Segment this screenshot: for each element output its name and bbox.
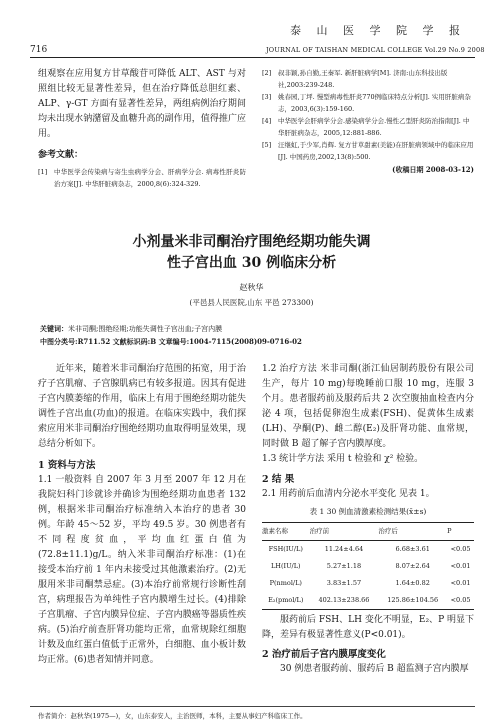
author-footnote: 作者简介：赵秋华(1975—)，女，山东泰安人，主治医师，本科，主要从事妇产科临床工作。 (38, 712, 307, 720)
section-2-1: 2.1 用药前后血清内分泌水平变化 见表 1。 (262, 489, 435, 499)
prev-article-right (262, 67, 474, 175)
prev-paragraph: 组观察在应用复方甘草酸苷可降低 ALT、AST 与对照组比较无显著性差异，但在治疗降低总胆红素、ALP、γ-GT 方面有显著性差异，两组病例治疗期间均未出现水钠潴留及血糖升高的副作用，值得推广应用。 (38, 69, 246, 139)
reference-item: [4] 中华医学会肝病学分会.感染病学分会.慢性乙型肝炎防治指南[J]. 中华肝脏病杂志，2005,12:881-886. (262, 117, 470, 137)
reference-item: [3] 姚春园,丁坪. 慢型病毒性肝炎770例临床特点分析[J]. 实用肝脏病杂志，2003,6(3):159-160. (262, 93, 471, 113)
table-row: LH(IU/L) 5.27±1.18 8.07±2.64 <0.01 (270, 562, 471, 570)
journal-title: 泰 山 医 学 院 学 报 (290, 24, 466, 37)
table-header: 治疗后 (378, 523, 447, 541)
header-rule (30, 57, 475, 58)
reference-item: [5] 汪继虹,于少军,肖辉. 复方甘草甜素(美能)在肝脏病领域中的临床应用[J]. 中国药房,2002,13(8):500. (262, 141, 474, 161)
keywords-line (40, 322, 222, 336)
references-heading: 参考文献： (38, 150, 84, 160)
table-header: 治疗前 (310, 523, 379, 541)
table-header: P (447, 523, 474, 541)
section-1-1: 1.1 一般资料 自 2007 年 3 月至 2007 年 12 月在我院妇科门诊就诊并确诊为围绝经期功血患者 132 例，根据米非司酮治疗标准纳入本治疗的患者 30 例。年龄 45～52 岁，平均 49.5 岁。30 例患者有不同程度贫血，平均血红蛋白值为(72.8±11.1)g/L。纳入米非司酮治疗标准：(1)在接受本治疗前 1 年内未接受过其他激素治疗。(2)无服用米非司酮禁忌症。(3)本治疗前常规行诊断性刮宫，病理报告为单纯性子宫内膜增生过长。(4)排除子宫肌瘤、子宫内膜异位症、子宫内膜癌等器质性疾病。(5)治疗前查肝肾功能均正常，血常规除红细胞计数及血红蛋白值低于正常外，白细胞、血小板计数均正常。(6)患者知情并同意。 (38, 475, 246, 665)
prev-article-left (38, 67, 246, 190)
keywords-label: 关键词： (40, 324, 68, 333)
article-title-line1: 小剂量米非司酮治疗围绝经期功能失调 (132, 234, 371, 250)
hormone-table (262, 522, 474, 610)
body-right-column (262, 362, 474, 677)
last-line: 30 例患者服药前、服药后 B 超监测子宫内膜厚 (280, 664, 469, 674)
section-2-2-heading: 2 治疗前后子宫内膜厚度变化 (262, 649, 386, 660)
table-row: FSH(IU/L) 11.24±4.64 6.68±3.61 <0.05 (268, 545, 471, 553)
article-affiliation: (平邑县人民医院,山东 平邑 273300) (189, 298, 314, 307)
section-1-3: 1.3 统计学方法 采用 t 检验和 χ² 检验。 (262, 454, 424, 464)
section-2-heading: 2 结 果 (262, 474, 295, 485)
article-author: 赵秋华 (239, 283, 264, 292)
keywords: 米非司酮;围绝经期;功能失调性子宫出血;子宫内膜 (68, 325, 223, 333)
journal-subtitle: JOURNAL OF TAISHAN MEDICAL COLLEGE Vol.29 No.9 2008 (266, 46, 485, 54)
after-table-paragraph: 服药前后 FSH、LH 变化不明显，E₂、P 明显下降，差异有极显著性意义(P<0.01)。 (262, 615, 474, 640)
reference-item: [1] 中华医学会传染病与寄生虫病学分会、肝病学分会. 病毒性肝炎防治方案[J]. 中华肝脏病杂志，2000,8(6):324-329. (38, 168, 246, 188)
intro-paragraph: 近年来，随着米非司酮治疗范围的拓宽，用于治疗子宫肌瘤、子宫腺肌病已有较多报道。因其有促进子宫内膜萎缩的作用，临床上有用于围绝经期功能失调性子宫出血(功血)的报道。在临床实践中，我们探索应用米非司酮治疗围绝经期功血取得明显效果，现总结分析如下。 (38, 364, 246, 449)
received-date: (收稿日期 2008-03-12) (392, 165, 474, 174)
footnote-rule (30, 706, 475, 707)
article-title-line2: 性子宫出血 30 例临床分析 (166, 255, 337, 271)
section-1-2: 1.2 治疗方法 米非司酮(浙江仙居制药股份有限公司生产，每片 10 mg)每晚睡前口服 10 mg，连服 3 个月。患者服药前及服药后共 2 次空腹抽血检查内分泌 4 项，包括促卵泡生成素(FSH)、促黄体生成素(LH)、孕酮(P)、雌二醇(E₂)及肝肾功能、血常规，同时做 B 超了解子宫内膜厚度。 (262, 364, 474, 449)
reference-item: [2] 叔非颖,孙自勤,王秦军. 新肝脏病学[M]. 济南:山东科技出版社,2003:239-248. (262, 69, 448, 89)
table-row: E₂(pmol/L) 402.13±238.66 125.86±104.56 <0.05 (262, 592, 474, 610)
table-row: P(nmol/L) 3.83±1.57 1.64±0.82 <0.01 (269, 579, 471, 587)
page-number: 716 (30, 45, 48, 55)
section-1-heading: 1 资料与方法 (38, 460, 96, 471)
table-caption: 表 1 30 例血清激素检测结果(x̄±s) (309, 507, 427, 516)
body-left-column (38, 362, 246, 668)
classification-line: 中图分类号:R711.52 文献标识码:B 文章编号:1004-7115(2008)09-0716-02 (40, 337, 302, 346)
table-header: 激素名称 (262, 523, 310, 541)
